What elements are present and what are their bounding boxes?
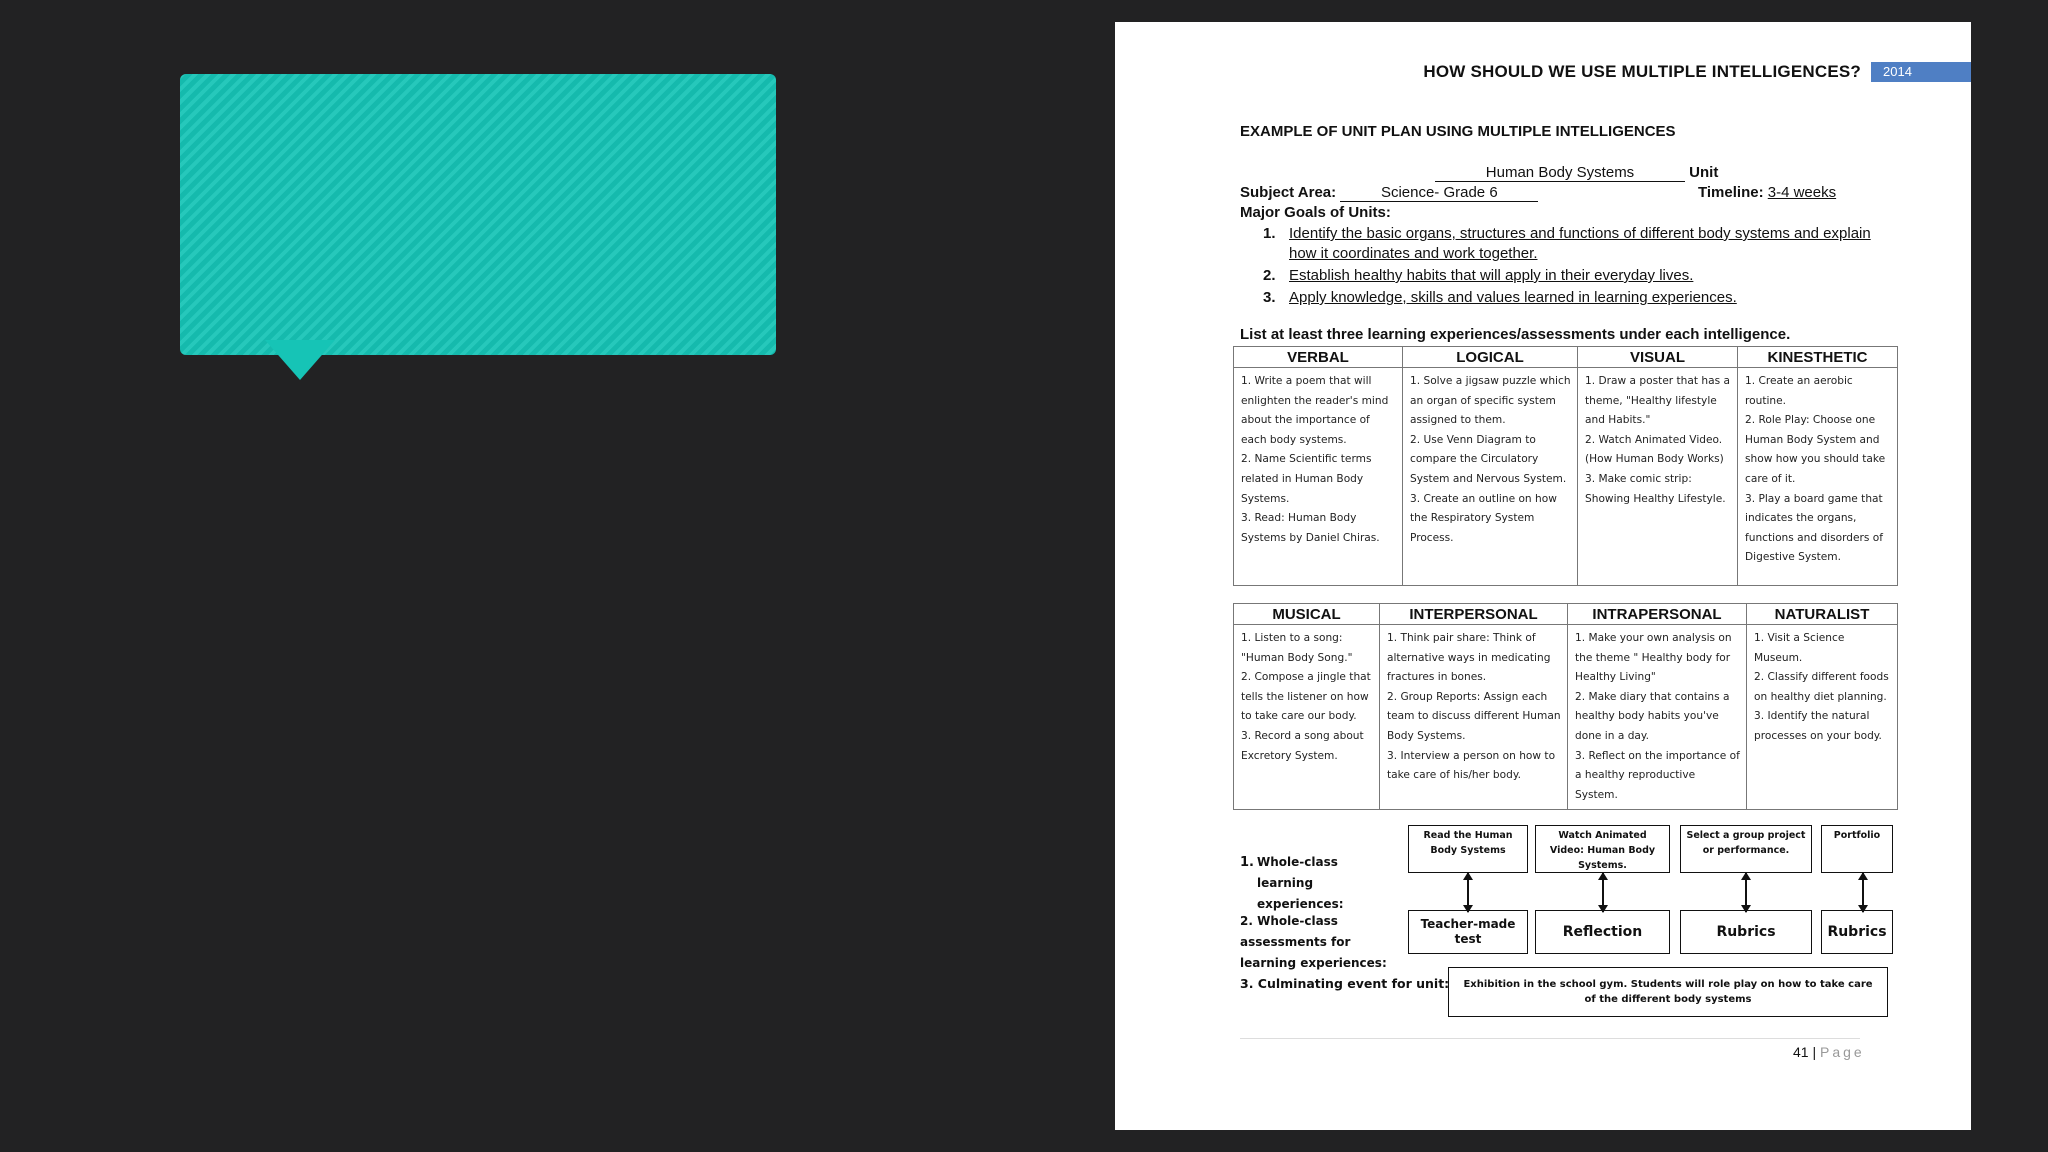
timeline-value: 3-4 weeks — [1767, 184, 1837, 201]
table-cell-kinesthetic: 1. Create an aerobic routine. 2. Role Play: Choose one Human Body System and show how you should take care of it. 3. Play a board game that indicates the organs, functions and disorders of Digestive System. — [1738, 368, 1898, 586]
assessments-label: 2. Whole-class assessments for learning experiences: — [1240, 914, 1387, 970]
arrow-icon — [1602, 873, 1604, 912]
table-header-kinesthetic: KINESTHETIC — [1738, 347, 1898, 368]
page-number: 41 — [1793, 1044, 1809, 1060]
unit-line — [1435, 164, 1718, 182]
table-cell-logical: 1. Solve a jigsaw puzzle which an organ of specific system assigned to them. 2. Use Venn Diagram to compare the Circulatory System and Nervous System. 3. Create an outline on how the Respiratory System Process. — [1403, 368, 1578, 586]
subject-area — [1240, 184, 1538, 202]
assessment-box-rubrics-2: Rubrics — [1821, 910, 1893, 954]
unit-name: Human Body Systems — [1435, 164, 1685, 182]
page-header-title: HOW SHOULD WE USE MULTIPLE INTELLIGENCES? — [1423, 62, 1861, 81]
subject-area-value: Science- Grade 6 — [1340, 184, 1538, 202]
subject-area-label: Subject Area: — [1240, 184, 1337, 201]
table-cell-visual: 1. Draw a poster that has a theme, "Healthy lifestyle and Habits." 2. Watch Animated Video. (How Human Body Works) 3. Make comic strip: Showing Healthy Lifestyle. — [1578, 368, 1738, 586]
table-header-verbal: VERBAL — [1234, 347, 1403, 368]
table-header-naturalist: NATURALIST — [1747, 604, 1898, 625]
assessment-box-rubrics: Rubrics — [1680, 910, 1812, 954]
page-word: Page — [1820, 1044, 1865, 1060]
whole-class-label: 1. Whole-class learning experiences: — [1240, 855, 1344, 911]
table-header-musical: MUSICAL — [1234, 604, 1380, 625]
goals-label: Major Goals of Units: — [1240, 204, 1391, 221]
learning-box-portfolio: Portfolio — [1821, 825, 1893, 873]
culminating-label: 3. Culminating event for unit: — [1240, 976, 1450, 991]
speech-bubble — [180, 74, 776, 355]
goal-item: 2. Establish healthy habits that will apply in their everyday lives. — [1263, 267, 1694, 284]
table-header-visual: VISUAL — [1578, 347, 1738, 368]
culminating-box: Exhibition in the school gym. Students will role play on how to take care of the different body systems — [1448, 967, 1888, 1017]
table-cell-interpersonal: 1. Think pair share: Think of alternative ways in medicating fractures in bones. 2. Group Reports: Assign each team to discuss different Human Body Systems. 3. Interview a person on how to take care of his/her body. — [1380, 625, 1568, 810]
unit-suffix: Unit — [1689, 164, 1719, 181]
page-header — [1423, 62, 1971, 82]
doc-heading: EXAMPLE OF UNIT PLAN USING MULTIPLE INTELLIGENCES — [1240, 123, 1676, 140]
list-heading: List at least three learning experiences/assessments under each intelligence. — [1240, 326, 1791, 343]
arrow-icon — [1745, 873, 1747, 912]
table-cell-verbal: 1. Write a poem that will enlighten the reader's mind about the importance of each body systems. 2. Name Scientific terms related in Human Body Systems. 3. Read: Human Body Systems by Daniel Chiras. — [1234, 368, 1403, 586]
learning-box-project: Select a group project or performance. — [1680, 825, 1812, 873]
document-page — [1115, 22, 1971, 1130]
assessment-box-test: Teacher-made test — [1408, 910, 1528, 954]
intelligences-table-2 — [1233, 603, 1898, 810]
intelligences-table-1 — [1233, 346, 1898, 586]
page-header-year: 2014 — [1871, 62, 1971, 82]
timeline — [1698, 184, 1836, 201]
assessment-box-reflection: Reflection — [1535, 910, 1670, 954]
learning-box-video: Watch Animated Video: Human Body Systems. — [1535, 825, 1670, 873]
goal-item: 3. Apply knowledge, skills and values learned in learning experiences. — [1263, 289, 1737, 306]
arrow-icon — [1862, 873, 1864, 912]
goal-item: 1. Identify the basic organs, structures and functions of different body systems and explain how it coordinates and work together. — [1263, 225, 1871, 262]
table-cell-musical: 1. Listen to a song: "Human Body Song." 2. Compose a jingle that tells the listener on how to take care our body. 3. Record a song about Excretory System. — [1234, 625, 1380, 810]
timeline-label: Timeline: — [1698, 184, 1764, 201]
speech-bubble-tail — [265, 340, 335, 380]
table-header-logical: LOGICAL — [1403, 347, 1578, 368]
table-header-interpersonal: INTERPERSONAL — [1380, 604, 1568, 625]
learning-box-read: Read the Human Body Systems — [1408, 825, 1528, 873]
table-cell-naturalist: 1. Visit a Science Museum. 2. Classify different foods on healthy diet planning. 3. Identify the natural processes on your body. — [1747, 625, 1898, 810]
goals-list — [1263, 224, 1873, 310]
footer-divider — [1240, 1038, 1860, 1039]
page-footer: 41 | Page — [1793, 1044, 1865, 1060]
table-header-intrapersonal: INTRAPERSONAL — [1568, 604, 1747, 625]
arrow-icon — [1467, 873, 1469, 912]
table-cell-intrapersonal: 1. Make your own analysis on the theme " Healthy body for Healthy Living" 2. Make diary that contains a healthy body habits you've done in a day. 3. Reflect on the importance of a healthy reproductive System. — [1568, 625, 1747, 810]
